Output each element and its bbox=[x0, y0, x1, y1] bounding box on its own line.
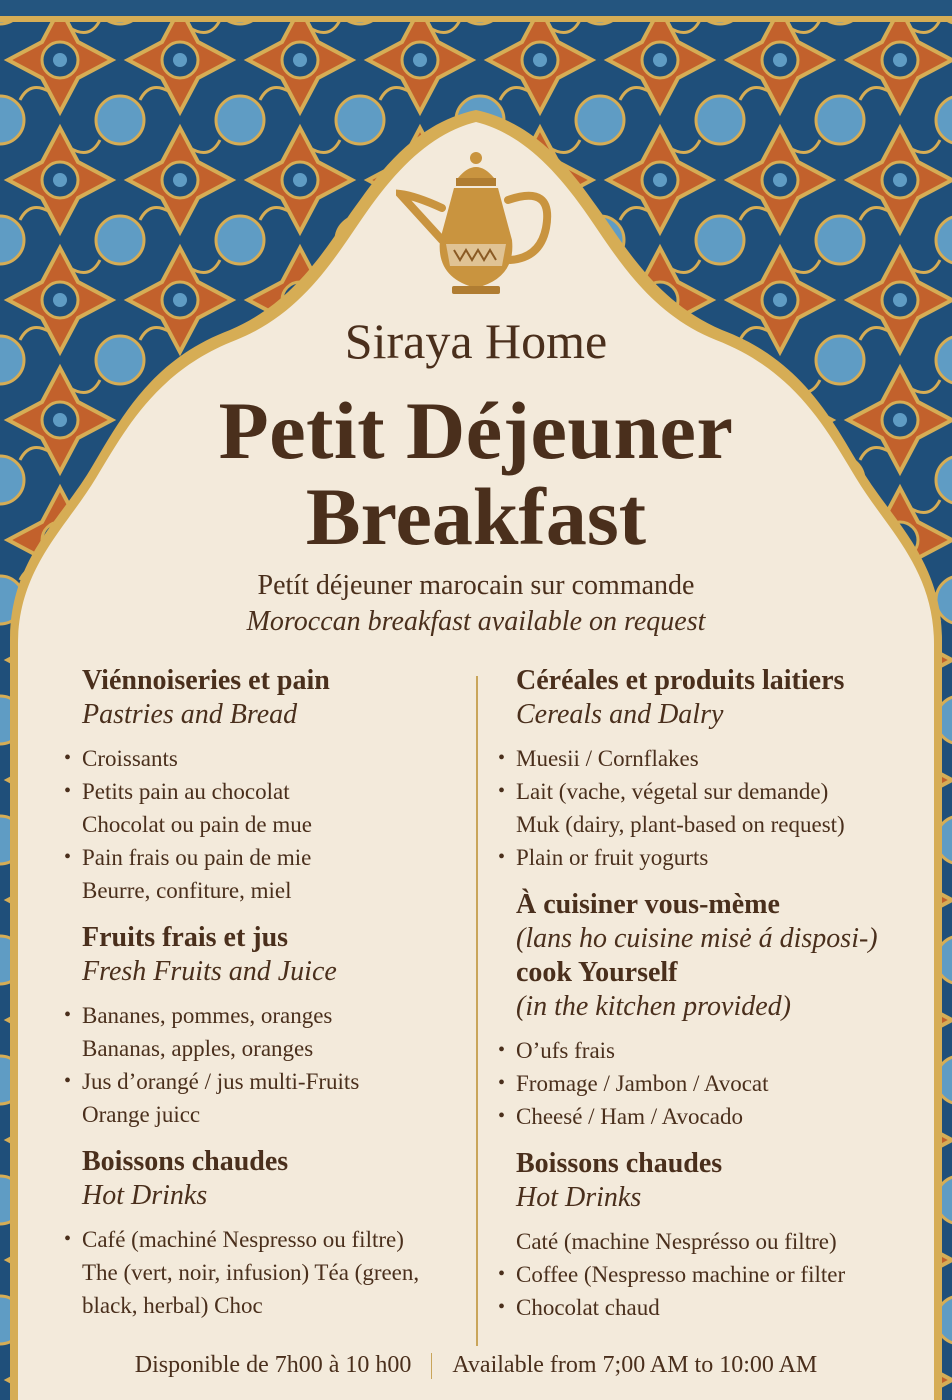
list-item: • Chocolat chaud bbox=[498, 1291, 918, 1324]
list-item: • Café (machiné Nespresso ou filtre) bbox=[64, 1223, 464, 1256]
list-item: • Plain or fruit yogurts bbox=[498, 841, 918, 874]
section-title-fruits-en: Fresh Fruits and Juice bbox=[82, 956, 337, 987]
availability-english: Available from 7;00 AM to 10:00 AM bbox=[452, 1352, 818, 1378]
list-item: • Lait (vache, végetal sur demande) bbox=[498, 775, 918, 808]
section-title-hot-drinks-right-fr: Boissons chaudes bbox=[516, 1148, 723, 1179]
section-title-hot-drinks-en: Hot Drinks bbox=[82, 1180, 208, 1211]
fruits-list bbox=[64, 999, 464, 1131]
list-item: • Cheesé / Ham / Avocado bbox=[498, 1100, 918, 1133]
availability-french: Disponible de 7h00 à 10 h00 bbox=[134, 1352, 412, 1378]
subtitle-french: Petít déjeuner marocain sur commande bbox=[257, 570, 695, 601]
list-item: Caté (machine Nesprésso ou filtre) bbox=[516, 1229, 837, 1254]
list-item: • Pain frais ou pain de mie bbox=[64, 841, 464, 874]
list-item: • Bananes, pommes, oranges bbox=[64, 999, 464, 1032]
section-note-cook-en: (in the kitchen provided) bbox=[516, 991, 791, 1022]
title-english: Breakfast bbox=[305, 471, 647, 562]
list-item: • Muesii / Cornflakes bbox=[498, 742, 918, 775]
footer-separator bbox=[431, 1353, 432, 1379]
pastries-list bbox=[64, 742, 464, 907]
teapot-icon bbox=[396, 148, 560, 300]
brand-name: Siraya Home bbox=[344, 313, 608, 369]
list-item: • Coffee (Nespresso machine or filter bbox=[498, 1258, 918, 1291]
list-item: • O’ufs frais bbox=[498, 1034, 918, 1067]
section-title-pastries-fr: Viénnoiseries et pain bbox=[82, 665, 330, 696]
title-french: Petit Déjeuner bbox=[218, 385, 734, 476]
availability-footer bbox=[0, 1352, 952, 1379]
cook-list bbox=[498, 1034, 918, 1133]
list-item: Bananas, apples, oranges bbox=[82, 1036, 314, 1061]
list-item: The (vert, noir, infusion) Téa (green, bbox=[82, 1260, 420, 1285]
right-column bbox=[498, 664, 918, 1338]
subtitle-english: Moroccan breakfast available on request bbox=[246, 606, 706, 637]
section-note-cook-fr: (lans ho cuisine misė á disposi-) bbox=[516, 923, 878, 954]
list-item: • Fromage / Jambon / Avocat bbox=[498, 1067, 918, 1100]
list-item: Chocolat ou pain de mue bbox=[82, 812, 312, 837]
list-item: Muk (dairy, plant-based on request) bbox=[516, 812, 845, 837]
column-divider bbox=[476, 676, 478, 1346]
list-item: black, herbal) Choc bbox=[82, 1293, 263, 1318]
left-column bbox=[64, 664, 464, 1336]
section-title-cereals-en: Cereals and Dalry bbox=[516, 699, 724, 730]
section-title-fruits-fr: Fruits frais et jus bbox=[82, 922, 289, 953]
section-title-hot-drinks-right-en: Hot Drinks bbox=[516, 1182, 642, 1213]
section-title-hot-drinks-fr: Boissons chaudes bbox=[82, 1146, 289, 1177]
list-item: • Jus d’orangé / jus multi-Fruits bbox=[64, 1065, 464, 1098]
section-title-cook-en: cook Yourself bbox=[516, 957, 678, 988]
list-item: • Petits pain au chocolat bbox=[64, 775, 464, 808]
section-title-pastries-en: Pastries and Bread bbox=[82, 699, 298, 730]
list-item: Beurre, confiture, miel bbox=[82, 878, 292, 903]
hot-drinks-right-list bbox=[498, 1225, 918, 1324]
list-item: • Croissants bbox=[64, 742, 464, 775]
list-item: Orange juicc bbox=[82, 1102, 201, 1127]
section-title-cook-fr: À cuisiner vous-mème bbox=[516, 889, 780, 920]
section-title-cereals-fr: Céréales et produits laitiers bbox=[516, 665, 845, 696]
cereals-list bbox=[498, 742, 918, 874]
hot-drinks-list bbox=[64, 1223, 464, 1322]
